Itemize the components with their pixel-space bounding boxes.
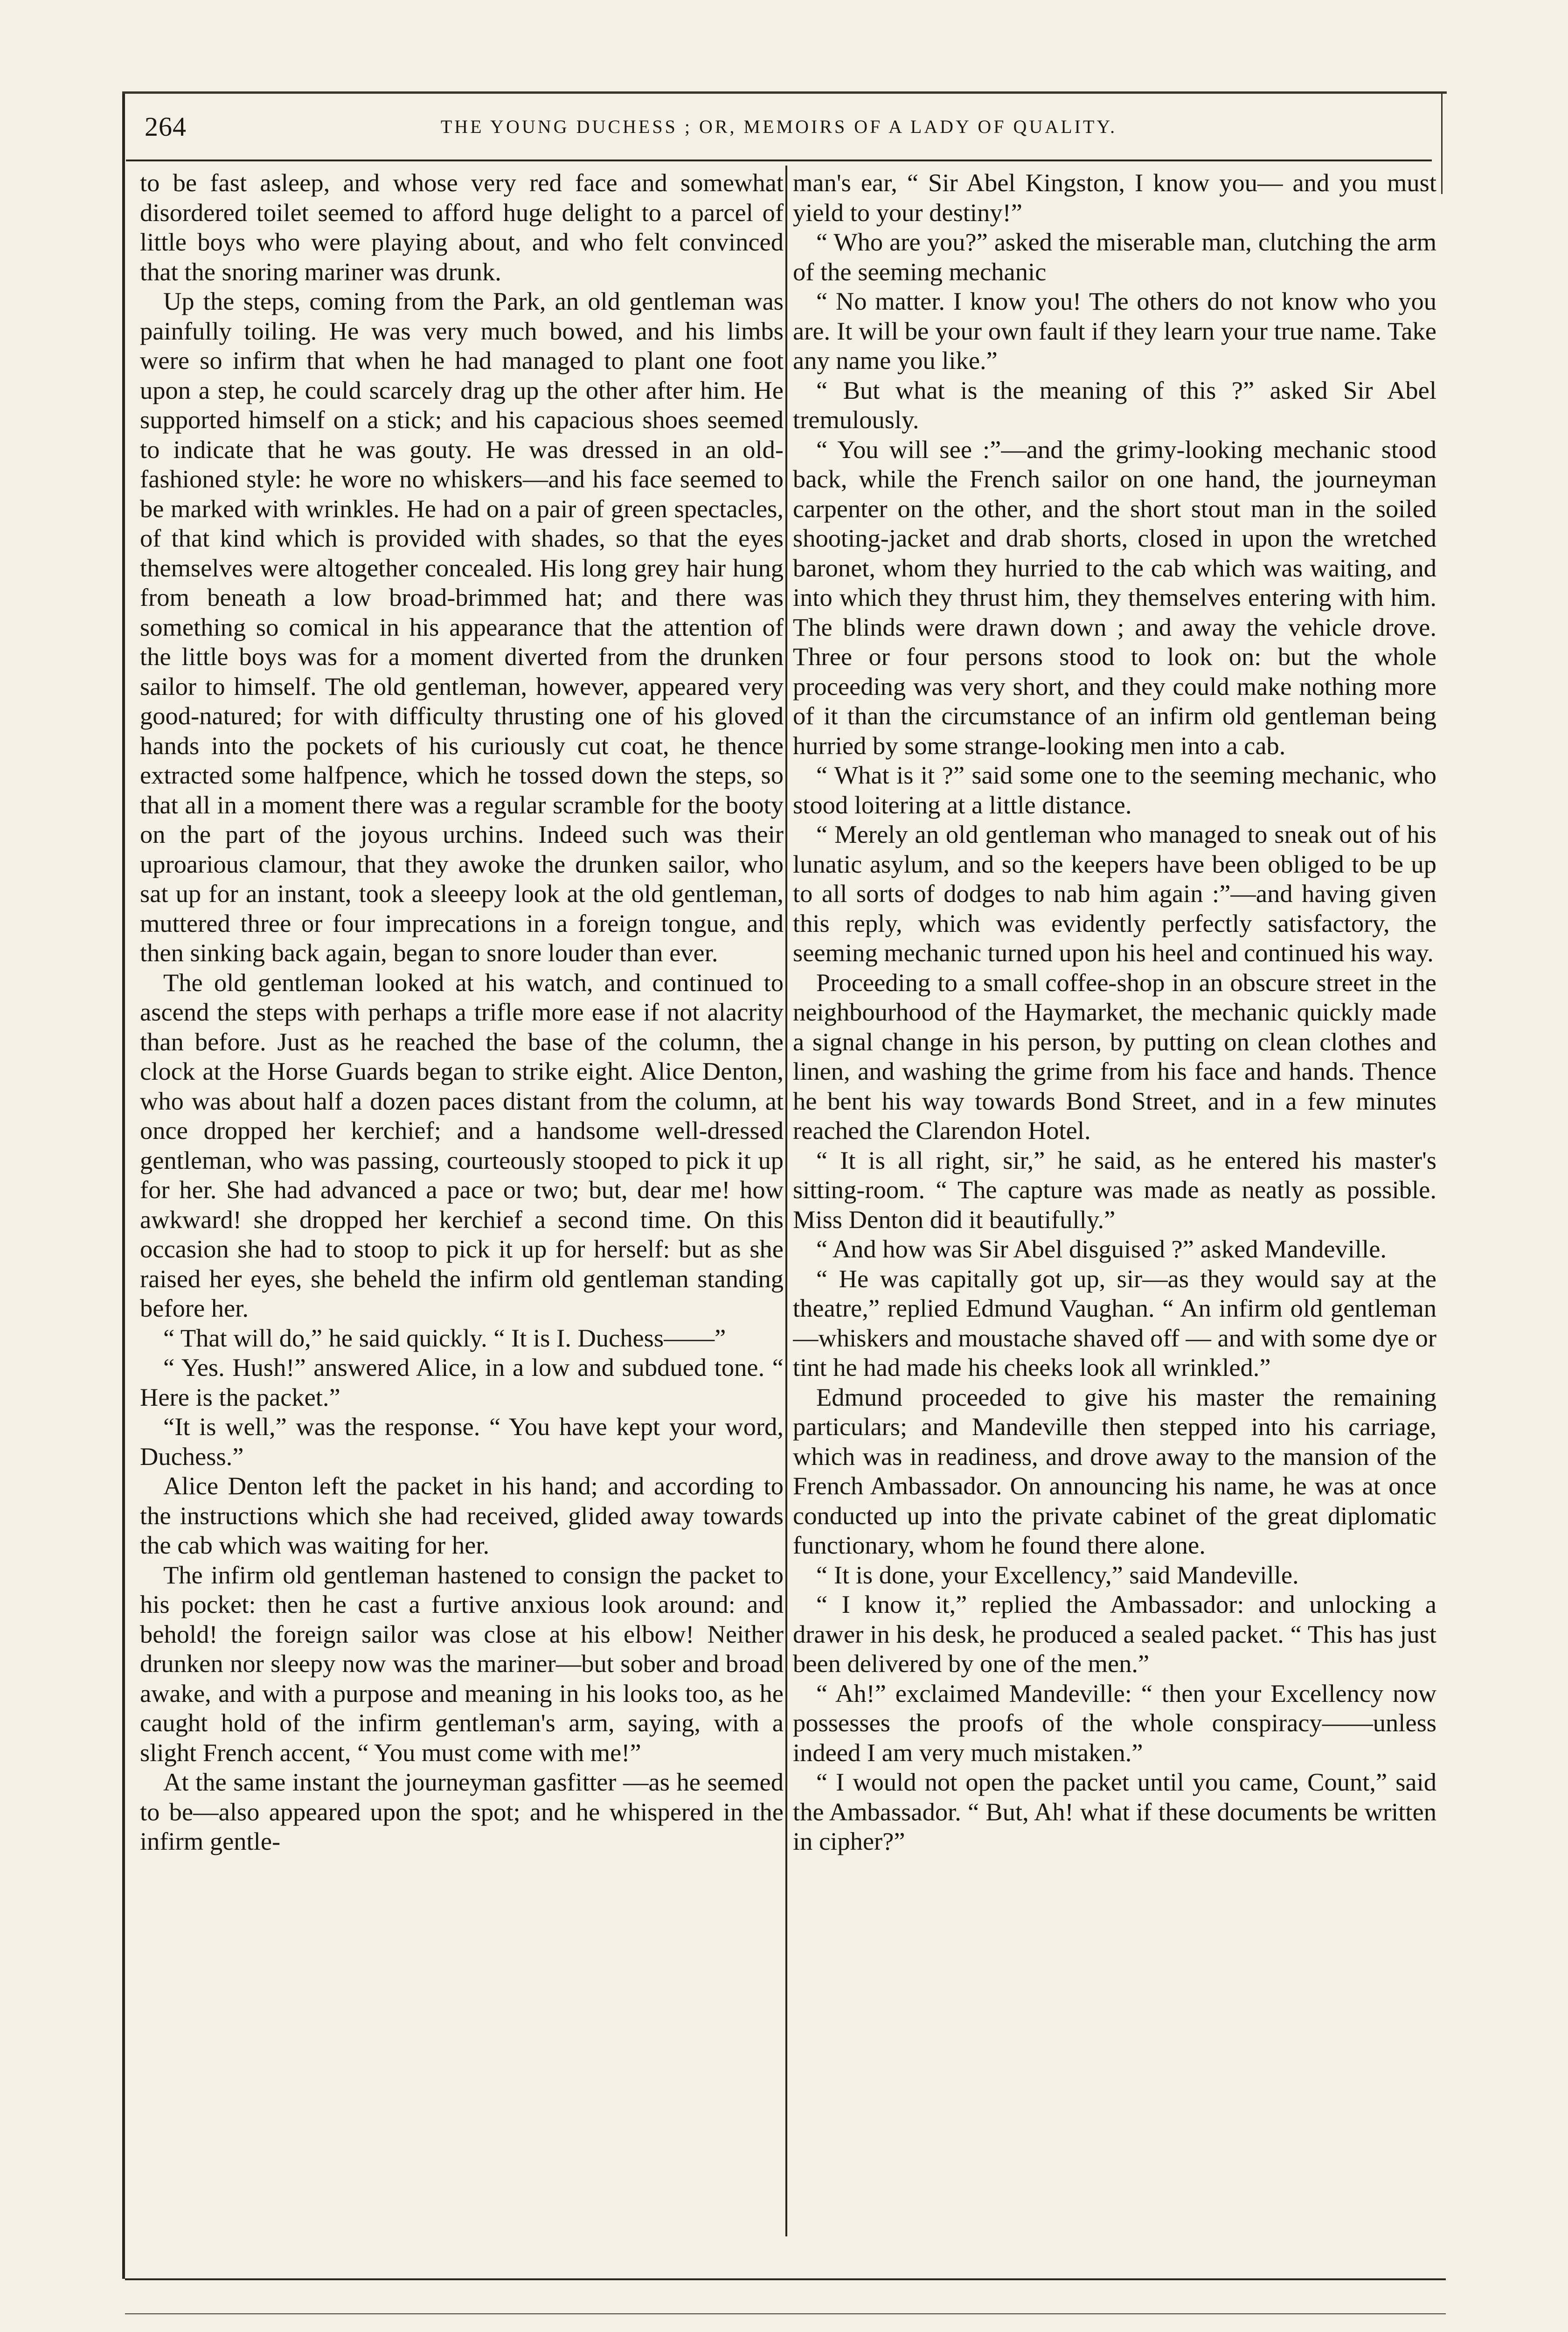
paragraph: “ You will see :”—and the grimy-looking mechanic stood back, while the French sailor on one hand, the journeyman carpenter on the other, and the short stout man in the soiled shooting-jacket and drab shorts, closed in upon the wretched baronet, whom they hurried to the cab which was waiting, and into which they thrust him, they themselves entering with him. The blinds were drawn down ; and away the vehicle drove. Three or four persons stood to look on: but the whole proceeding was very short, and they could make nothing more of it than the circumstance of an infirm old gentleman being hurried by some strange-looking men into a cab. [793,435,1436,760]
paragraph: “ He was capitally got up, sir—as they would say at the theatre,” replied Edmund Vaughan. “ An infirm old gentleman—whiskers and moustache shaved off — and with some dye or tint he had made his cheeks look all wrinkled.” [793,1264,1436,1381]
paragraph: “ Merely an old gentleman who managed to sneak out of his lunatic asylum, and so the keepers have been obliged to be up to all sorts of dodges to nab him again :”—and having given this reply, which was evidently perfectly satisfactory, the seeming mechanic turned upon his heel and continued his way. [793,820,1436,967]
top-border-rule [122,91,1447,94]
right-text-column [793,168,1436,2239]
paragraph: “ But what is the meaning of this ?” asked Sir Abel tremulously. [793,375,1436,434]
running-title: THE YOUNG DUCHESS ; OR, MEMOIRS OF A LADY OF QUALITY. [440,116,1117,137]
paragraph: “ Ah!” exclaimed Mandeville: “ then your Excellency now possesses the proofs of the whole conspiracy——unless indeed I am very much mistaken.” [793,1679,1436,1767]
left-border-rule [122,91,125,2279]
paragraph: “ I know it,” replied the Ambassador: and unlocking a drawer in his desk, he produced a sealed packet. “ This has just been delivered by one of the men.” [793,1590,1436,1678]
paragraph: “ It is done, your Excellency,” said Mandeville. [816,1560,1299,1589]
paragraph: “ No matter. I know you! The others do not know who you are. It will be your own fault if they learn your true name. Take any name you like.” [793,287,1436,375]
paragraph: “ And how was Sir Abel disguised ?” asked Mandeville. [816,1235,1387,1263]
page-number: 264 [145,111,187,142]
paragraph: to be fast asleep, and whose very red face and somewhat disordered toilet seemed to afford huge delight to a parcel of little boys who were playing about, and who felt convinced that the snoring mariner was drunk. [140,168,784,286]
paragraph: “ I would not open the packet until you came, Count,” said the Ambassador. “ But, Ah! what if these documents be written in cipher?” [793,1768,1436,1855]
paragraph: Alice Denton left the packet in his hand; and according to the instructions which she had received, glided away towards the cab which was waiting for her. [140,1471,784,1559]
footer-rule-secondary [125,2313,1446,2314]
paragraph: Up the steps, coming from the Park, an old gentleman was painfully toiling. He was very much bowed, and his limbs were so infirm that when he had managed to plant one foot upon a step, he could scarcely drag up the other after him. He supported himself on a stick; and his capacious shoes seemed to indicate that he was gouty. He was dressed in an old-fashioned style: he wore no whiskers—and his face seemed to be marked with wrinkles. He had on a pair of green spectacles, of that kind which is provided with shades, so that the eyes themselves were altogether concealed. His long grey hair hung from beneath a low broad-brimmed hat; and there was something so comical in his appearance that the attention of the little boys was for a moment diverted from the drunken sailor to himself. The old gentleman, however, appeared very good-natured; for with difficulty thrusting one of his gloved hands into the pockets of his curiously cut coat, he thence extracted some halfpence, which he tossed down the steps, so that all in a moment there was a regular scramble for the booty on the part of the joyous urchins. Indeed such was their uproarious clamour, that they awoke the drunken sailor, who sat up for an instant, took a sleeepy look at the old gentleman, muttered three or four imprecations in a foreign tongue, and then sinking back again, began to snore louder than ever. [140,287,784,967]
right-border-rule [1441,91,1443,194]
paragraph: The old gentleman looked at his watch, and continued to ascend the steps with perhaps a trifle more ease if not alacrity than before. Just as he reached the base of the column, the clock at the Horse Guards began to strike eight. Alice Denton, who was about half a dozen paces distant from the column, at once dropped her kerchief; and a handsome well-dressed gentleman, who was passing, courteously stooped to pick it up for her. She had advanced a pace or two; but, dear me! how awkward! she dropped her kerchief a second time. On this occasion she had to stoop to pick it up for herself: but as she raised her eyes, she beheld the infirm old gentleman standing before her. [140,968,784,1322]
paragraph: The infirm old gentleman hastened to consign the packet to his pocket: then he cast a furtive anxious look around: and behold! the foreign sailor was close at his elbow! Neither drunken nor sleepy now was the mariner—but sober and broad awake, and with a purpose and meaning in his looks too, as he caught hold of the infirm gentleman's arm, saying, with a slight French accent, “ You must come with me!” [140,1560,784,1767]
paragraph: Edmund proceeded to give his master the remaining particulars; and Mandeville then stepped into his carriage, which was in readiness, and drove away to the mansion of the French Ambassador. On announcing his name, he was at once conducted up into the private cabinet of the great diplomatic functionary, whom he found there alone. [793,1382,1436,1559]
paragraph: “It is well,” was the response. “ You have kept your word, Duchess.” [140,1412,784,1471]
page-header [126,107,1432,149]
paragraph: “ What is it ?” said some one to the seeming mechanic, who stood loitering at a little distance. [793,761,1436,819]
paragraph: At the same instant the journeyman gasfitter —as he seemed to be—also appeared upon the spot; and he whispered in the infirm gentle- [140,1768,784,1855]
footer-rule [125,2278,1446,2280]
paragraph: man's ear, “ Sir Abel Kingston, I know you— and you must yield to your destiny!” [793,168,1436,227]
left-text-column [140,168,784,2239]
paragraph: “ It is all right, sir,” he said, as he entered his master's sitting-room. “ The capture was made as neatly as possible. Miss Denton did it beautifully.” [793,1145,1436,1234]
header-rule [126,160,1432,161]
paragraph: “ That will do,” he said quickly. “ It is I. Duchess——” [163,1323,726,1352]
column-divider [785,166,787,2236]
paragraph: Proceeding to a small coffee-shop in an obscure street in the neighbourhood of the Haymarket, the mechanic quickly made a signal change in his person, by putting on clean clothes and linen, and washing the grime from his face and hands. Thence he bent his way towards Bond Street, and in a few minutes reached the Clarendon Hotel. [793,968,1436,1145]
paragraph: “ Who are you?” asked the miserable man, clutching the arm of the seeming mechanic [793,228,1436,286]
paragraph: “ Yes. Hush!” answered Alice, in a low and subdued tone. “ Here is the packet.” [140,1353,784,1411]
